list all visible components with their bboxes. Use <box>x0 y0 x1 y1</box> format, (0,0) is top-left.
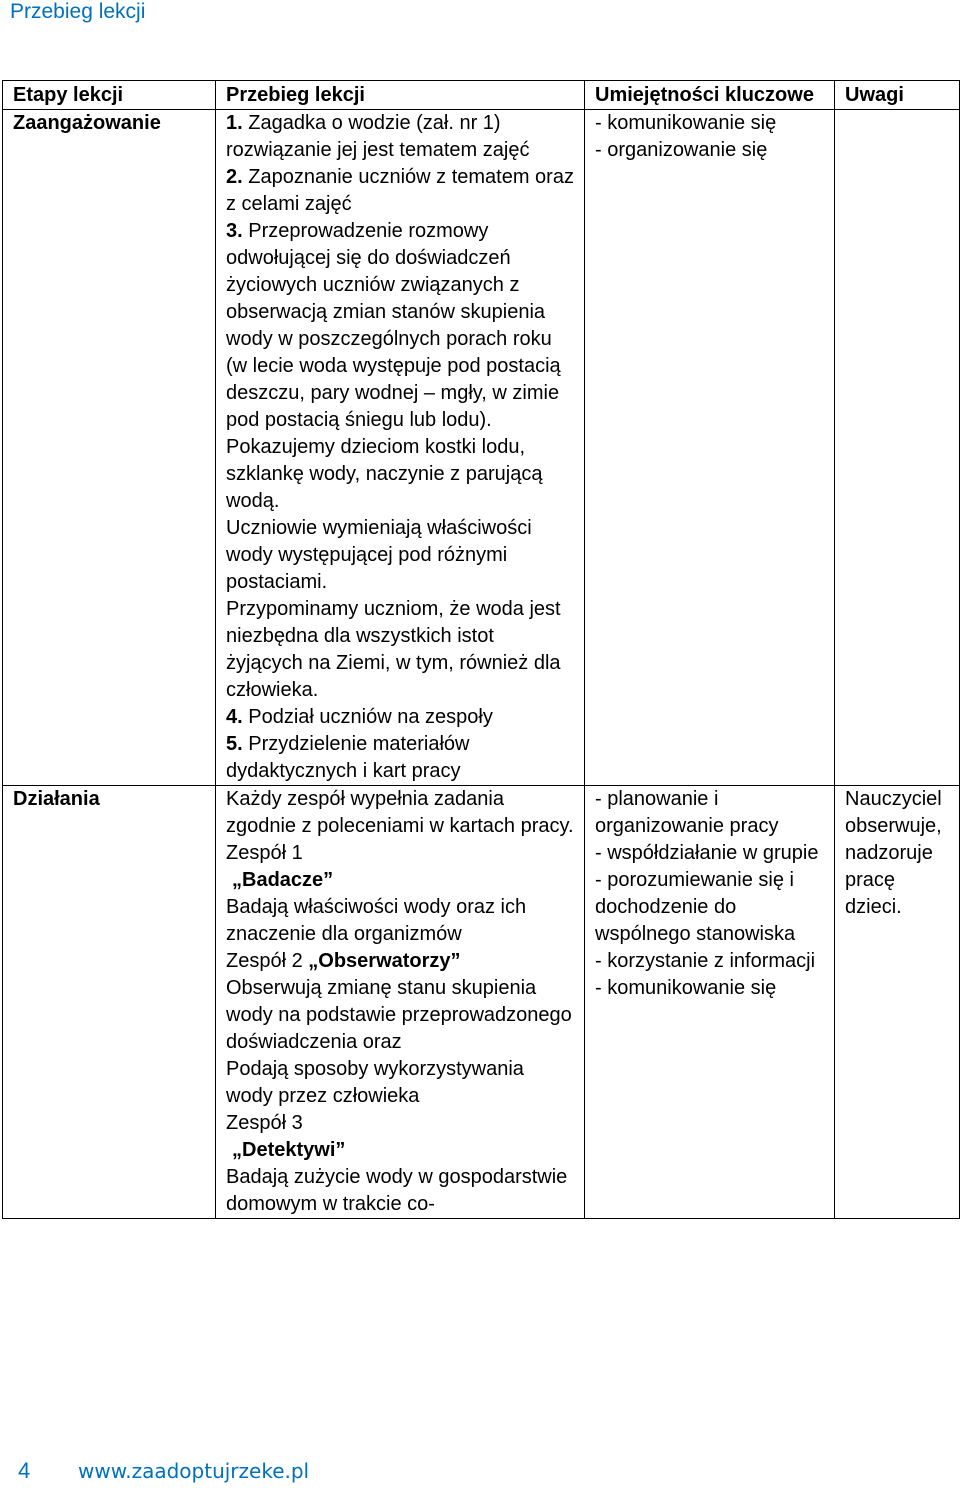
page-number: 4 <box>18 1458 31 1483</box>
lesson-table <box>2 80 960 1219</box>
table-header-row <box>3 81 960 110</box>
team-name: „Badacze” <box>232 869 334 891</box>
team-label: Zespół 1 <box>226 842 303 864</box>
intro-text: Każdy zespół wypełnia zadania zgodnie z poleceniami w kartach pracy. <box>226 788 574 837</box>
header-notes: Uwagi <box>835 81 960 110</box>
team-task: Badają zużycie wody w gospodarstwie domowym w trakcie co- <box>226 1166 568 1215</box>
footer-url[interactable]: www.zaadoptujrzeke.pl <box>78 1459 310 1483</box>
skills-cell <box>585 786 835 1219</box>
team-task: Podają sposoby wykorzystywania wody przez człowieka <box>226 1058 524 1107</box>
step-item: Przypominamy uczniom, że woda jest niezbędna dla wszystkich istot żyjących na Ziemi, w tym, również dla człowieka. <box>226 598 561 701</box>
step-item: 1. Zagadka o wodzie (zał. nr 1) rozwiązanie jej jest tematem zajęć <box>226 112 530 161</box>
skill-item: - komunikowanie się <box>595 112 777 134</box>
step-item: 5. Przydzielenie materiałów dydaktycznych i kart pracy <box>226 733 470 782</box>
course-cell <box>216 786 585 1219</box>
step-item: 2. Zapoznanie uczniów z tematem oraz z celami zajęć <box>226 166 574 215</box>
skill-item: - korzystanie z informacji <box>595 950 816 972</box>
skill-item: - komunikowanie się <box>595 977 777 999</box>
notes-cell: Nauczyciel obserwuje, nadzoruje pracę dzieci. <box>835 786 960 1219</box>
team-heading: Zespół 2 „Obserwatorzy” <box>226 950 461 972</box>
step-item: 3. Przeprowadzenie rozmowy odwołującej się do doświadczeń życiowych uczniów związanych z obserwacją zmian stanów skupienia wody w poszczególnych porach roku <box>226 220 552 350</box>
team-task: Obserwują zmianę stanu skupienia wody na podstawie przeprowadzonego doświadczenia oraz <box>226 977 572 1053</box>
stage-cell: Działania <box>3 786 216 1219</box>
skill-item: - porozumiewanie się i dochodzenie do wspólnego stanowiska <box>595 869 796 945</box>
team-label: Zespół 3 <box>226 1112 303 1134</box>
skill-item: - organizowanie się <box>595 139 768 161</box>
team-task: Badają właściwości wody oraz ich znaczenie dla organizmów <box>226 896 527 945</box>
page-title: Przebieg lekcji <box>10 0 146 23</box>
skill-item: - współdziałanie w grupie <box>595 842 819 864</box>
step-item: Pokazujemy dzieciom kostki lodu, szklankę wody, naczynie z parującą wodą. <box>226 436 543 512</box>
team-name: „Detektywi” <box>232 1139 346 1161</box>
notes-cell <box>835 110 960 786</box>
skills-cell <box>585 110 835 786</box>
header-skills: Umiejętności kluczowe <box>585 81 835 110</box>
course-cell <box>216 110 585 786</box>
stage-cell: Zaangażowanie <box>3 110 216 786</box>
table-row <box>3 110 960 786</box>
skill-item: - planowanie i organizowanie pracy <box>595 788 779 837</box>
header-stages: Etapy lekcji <box>3 81 216 110</box>
step-item: (w lecie woda występuje pod postacią deszczu, pary wodnej – mgły, w zimie pod postacią śniegu lub lodu). <box>226 355 561 431</box>
step-item: 4. Podział uczniów na zespoły <box>226 706 493 728</box>
header-course: Przebieg lekcji <box>216 81 585 110</box>
footer <box>18 1458 309 1484</box>
step-item: Uczniowie wymieniają właściwości wody występującej pod różnymi postaciami. <box>226 517 532 593</box>
table-row <box>3 786 960 1219</box>
